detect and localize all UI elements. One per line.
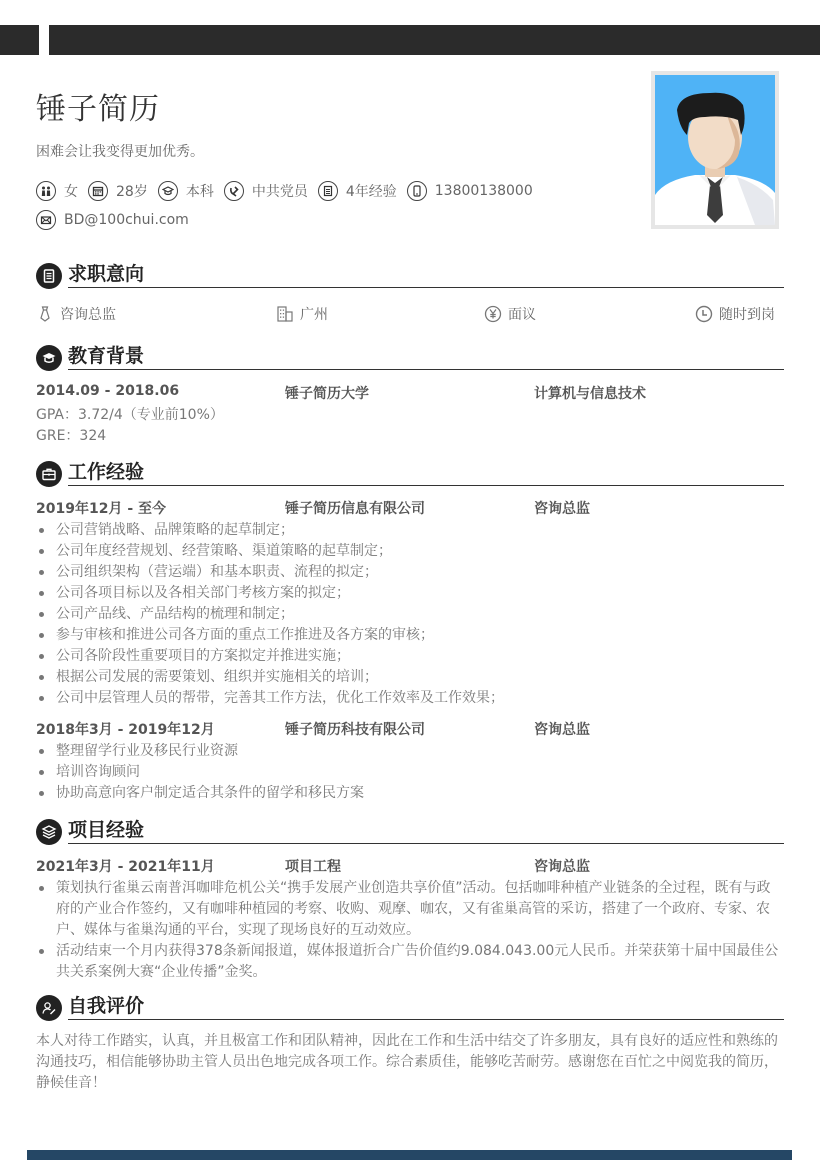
education-entry-header (36, 383, 784, 405)
project-name: 项目工程 (285, 859, 341, 875)
section-header (36, 990, 784, 1020)
intent-availability-text: 随时到岗 (719, 307, 775, 323)
info-gender-text: 女 (64, 184, 78, 200)
list-item: 公司各阶段性重要项目的方案拟定并推进实施； (36, 646, 784, 667)
section-title: 教育背景 (68, 345, 145, 367)
intent-salary (484, 304, 536, 324)
briefcase-icon (36, 461, 62, 487)
work-entry-header (36, 719, 784, 741)
info-degree-text: 本科 (185, 184, 214, 200)
section-work-experience (36, 456, 784, 804)
section-header (36, 258, 784, 288)
document-icon (318, 181, 338, 201)
section-job-intent (36, 258, 784, 288)
section-title: 自我评价 (68, 995, 145, 1017)
education-school: 锤子简历大学 (285, 386, 369, 402)
top-bar-decoration (49, 25, 820, 55)
project-entry (36, 856, 784, 983)
self-evaluation-text: 本人对待工作踏实，认真，并且极富工作和团队精神，因此在工作和生活中结交了许多朋友，具有良好的适应性和熟练的沟通技巧，相信能够协助主管人员出色地完成各项工作。综合素质佳，能够吃苦耐劳。感谢您在百忙之中阅览我的简历，静候佳音！ (36, 1033, 778, 1091)
work-period: 2018年3月 - 2019年12月 (36, 722, 215, 738)
work-company: 锤子简历信息有限公司 (285, 501, 425, 517)
intent-position-text: 咨询总监 (60, 307, 116, 323)
intent-availability (695, 304, 775, 324)
section-header (36, 456, 784, 486)
list-item: 公司年度经营规划、经营策略、渠道策略的起草制定； (36, 541, 784, 562)
list-item: 整理留学行业及移民行业资源 (36, 741, 784, 762)
motto: 困难会让我变得更加优秀。 (36, 144, 204, 160)
section-title: 求职意向 (68, 263, 145, 285)
section-header (36, 814, 784, 844)
gender-icon (36, 181, 56, 201)
work-bullets (36, 741, 784, 804)
list-item: 根据公司发展的需要策划、组织并实施相关的培训； (36, 667, 784, 688)
intent-position (36, 304, 116, 324)
education-entry (36, 383, 784, 447)
avatar (655, 75, 775, 225)
info-experience (318, 181, 397, 201)
avatar-illustration (655, 75, 775, 225)
info-age-text: 28岁 (116, 184, 148, 200)
layers-icon (36, 819, 62, 845)
education-major: 计算机与信息技术 (534, 386, 646, 402)
project-period: 2021年3月 - 2021年11月 (36, 859, 215, 875)
party-emblem-icon (224, 181, 244, 201)
phone-icon (407, 181, 427, 201)
clipboard-icon (36, 263, 62, 289)
profile-photo (651, 71, 779, 229)
list-item: 公司中层管理人员的帮带，完善其工作方法，优化工作效率及工作效果； (36, 688, 784, 709)
info-experience-text: 4年经验 (345, 184, 397, 200)
info-email-text[interactable]: BD@100chui.com (64, 212, 189, 228)
education-gpa: GPA：3.72/4（专业前10%） (36, 407, 224, 423)
tie-icon (36, 305, 54, 323)
info-politics (224, 181, 308, 201)
list-item: 培训咨询顾问 (36, 762, 784, 783)
info-phone-text[interactable]: 13800138000 (434, 183, 533, 199)
intent-city-text: 广州 (300, 307, 328, 323)
work-entry (36, 498, 784, 709)
list-item: 公司各项目标以及各相关部门考核方案的拟定； (36, 583, 784, 604)
work-entry (36, 719, 784, 804)
info-degree (158, 181, 214, 201)
user-edit-icon (36, 995, 62, 1021)
list-item: 公司营销战略、品牌策略的起草制定； (36, 520, 784, 541)
work-role: 咨询总监 (534, 722, 590, 738)
list-item: 活动结束一个月内获得378条新闻报道，媒体报道折合广告价值约9.084.043.00元人民币。并荣获第十届中国最佳公共关系案例大赛“企业传播”金奖。 (36, 941, 784, 983)
yen-icon (484, 305, 502, 323)
work-role: 咨询总监 (534, 501, 590, 517)
section-title: 项目经验 (68, 819, 145, 841)
project-role: 咨询总监 (534, 859, 590, 875)
clock-icon (695, 305, 713, 323)
work-entry-header (36, 498, 784, 520)
info-gender (36, 181, 78, 201)
resume-name: 锤子简历 (36, 92, 160, 127)
mail-icon (36, 210, 56, 230)
list-item: 策划执行雀巢云南普洱咖啡危机公关“携手发展产业创造共享价值”活动。包括咖啡种植产业链条的全过程，既有与政府的产业合作签约，又有咖啡种植园的考察、收购、观摩、咖农，又有雀巢高管的采访，搭建了一个政府、专家、农户、媒体与雀巢沟通的平台，实现了现场良好的互动效应。 (36, 878, 784, 941)
section-title: 工作经验 (68, 461, 145, 483)
graduation-cap-icon (36, 345, 62, 371)
section-self-evaluation (36, 990, 784, 1094)
section-header (36, 340, 784, 370)
personal-info-row (36, 181, 543, 201)
bottom-bar-decoration (27, 1150, 792, 1160)
education-gre: GRE：324 (36, 428, 107, 444)
info-phone (407, 181, 533, 201)
work-period: 2019年12月 - 至今 (36, 501, 167, 517)
info-age (88, 181, 148, 201)
list-item: 参与审核和推进公司各方面的重点工作推进及各方案的审核； (36, 625, 784, 646)
education-period: 2014.09 - 2018.06 (36, 383, 180, 399)
job-intent-row (36, 304, 784, 328)
info-email (36, 210, 189, 230)
building-icon (276, 305, 294, 323)
list-item: 公司组织架构（营运端）和基本职责、流程的拟定； (36, 562, 784, 583)
list-item: 协助高意向客户制定适合其条件的留学和移民方案 (36, 783, 784, 804)
graduation-cap-icon (158, 181, 178, 201)
work-bullets (36, 520, 784, 709)
project-entry-header (36, 856, 784, 878)
calendar-icon (88, 181, 108, 201)
section-education (36, 340, 784, 447)
work-company: 锤子简历科技有限公司 (285, 722, 425, 738)
section-project-experience (36, 814, 784, 983)
email-row (36, 210, 199, 230)
info-politics-text: 中共党员 (251, 184, 308, 200)
list-item: 公司产品线、产品结构的梳理和制定； (36, 604, 784, 625)
project-bullets (36, 878, 784, 983)
intent-city (276, 304, 328, 324)
intent-salary-text: 面议 (508, 307, 536, 323)
top-bar-left-decoration (0, 25, 39, 55)
